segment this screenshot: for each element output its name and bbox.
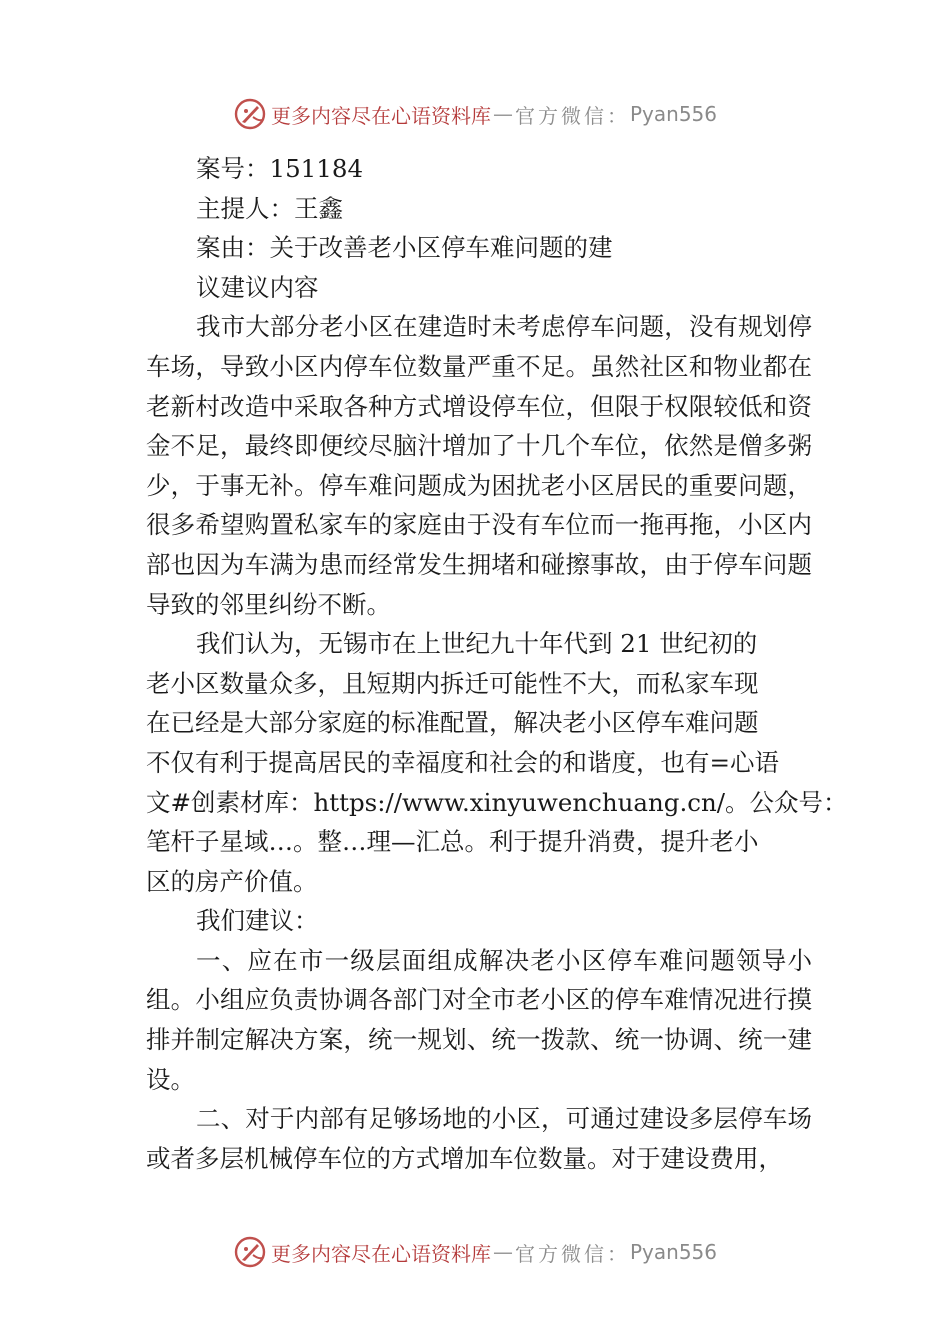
document-body xyxy=(146,149,848,1178)
banner-brand-text: 更多内容尽在心语资料库 xyxy=(270,103,491,128)
paragraph-opinion-line-4: 不仅有利于提高居民的幸福度和社会的和谐度，也有=心语 xyxy=(146,747,780,777)
case-subject-continued: 议建议内容 xyxy=(196,272,319,302)
suggestion-one: 一、应在市一级层面组成解决老小区停车难问题领导小组。小组应负责协调各部门对全市老小区的停车难情况进行摸排并制定解决方案，统一规划、统一拨款、统一协调、统一建设。 xyxy=(146,945,812,1094)
paragraph-opinion-line-2: 老小区数量众多，且短期内拆迁可能性不大，而私家车现 xyxy=(146,668,759,698)
banner-brand-text: 更多内容尽在心语资料库 xyxy=(270,1241,491,1266)
paragraph-opinion-line-3: 在已经是大部分家庭的标准配置，解决老小区停车难问题 xyxy=(146,708,759,738)
paragraph-opinion-line-6: 笔杆子星域…。整…理—汇总。利于提升消费，提升老小 xyxy=(146,827,759,857)
paragraph-problem: 我市大部分老小区在建造时未考虑停车问题，没有规划停车场，导致小区内停车位数量严重不足。虽然社区和物业都在老新村改造中采取各种方式增设停车位，但限于权限较低和资金不足，最终即便绞尽脑汁增加了十几个车位，依然是僧多粥少，于事无补。停车难问题成为困扰老小区居民的重要问题，很多希望购置私家车的家庭由于没有车位而一拖再拖，小区内部也因为车满为患而经常发生拥堵和碰擦事故，由于停车问题导致的邻里纠纷不断。 xyxy=(146,312,812,619)
suggestions-heading: 我们建议： xyxy=(196,906,319,936)
banner-separator: — xyxy=(492,102,513,126)
banner-wechat-label: 官方微信： xyxy=(514,103,630,128)
quill-seal-icon xyxy=(233,1235,267,1269)
banner-wechat-label: 官方微信： xyxy=(514,1241,630,1266)
proposer: 主提人：王鑫 xyxy=(196,193,343,223)
banner-separator: — xyxy=(492,1240,513,1264)
paragraph-opinion-line-7: 区的房产价值。 xyxy=(146,866,318,896)
case-number: 案号：151184 xyxy=(196,154,364,183)
watermark-banner-top xyxy=(0,94,950,134)
paragraph-opinion-line-1: 我们认为，无锡市在上世纪九十年代到 21 世纪初的 xyxy=(196,629,758,659)
case-subject: 案由：关于改善老小区停车难问题的建 xyxy=(196,233,613,263)
banner-wechat-id: Pyan556 xyxy=(629,102,717,126)
quill-seal-icon xyxy=(233,97,267,131)
suggestion-two: 二、对于内部有足够场地的小区，可通过建设多层停车场或者多层机械停车位的方式增加车位数量。对于建设费用， xyxy=(146,1104,812,1173)
watermark-banner-bottom xyxy=(0,1232,950,1272)
paragraph-opinion-line-5: 文#创素材库：https://www.xinyuwenchuang.cn/。公众号： xyxy=(146,787,848,817)
banner-wechat-id: Pyan556 xyxy=(629,1240,717,1264)
